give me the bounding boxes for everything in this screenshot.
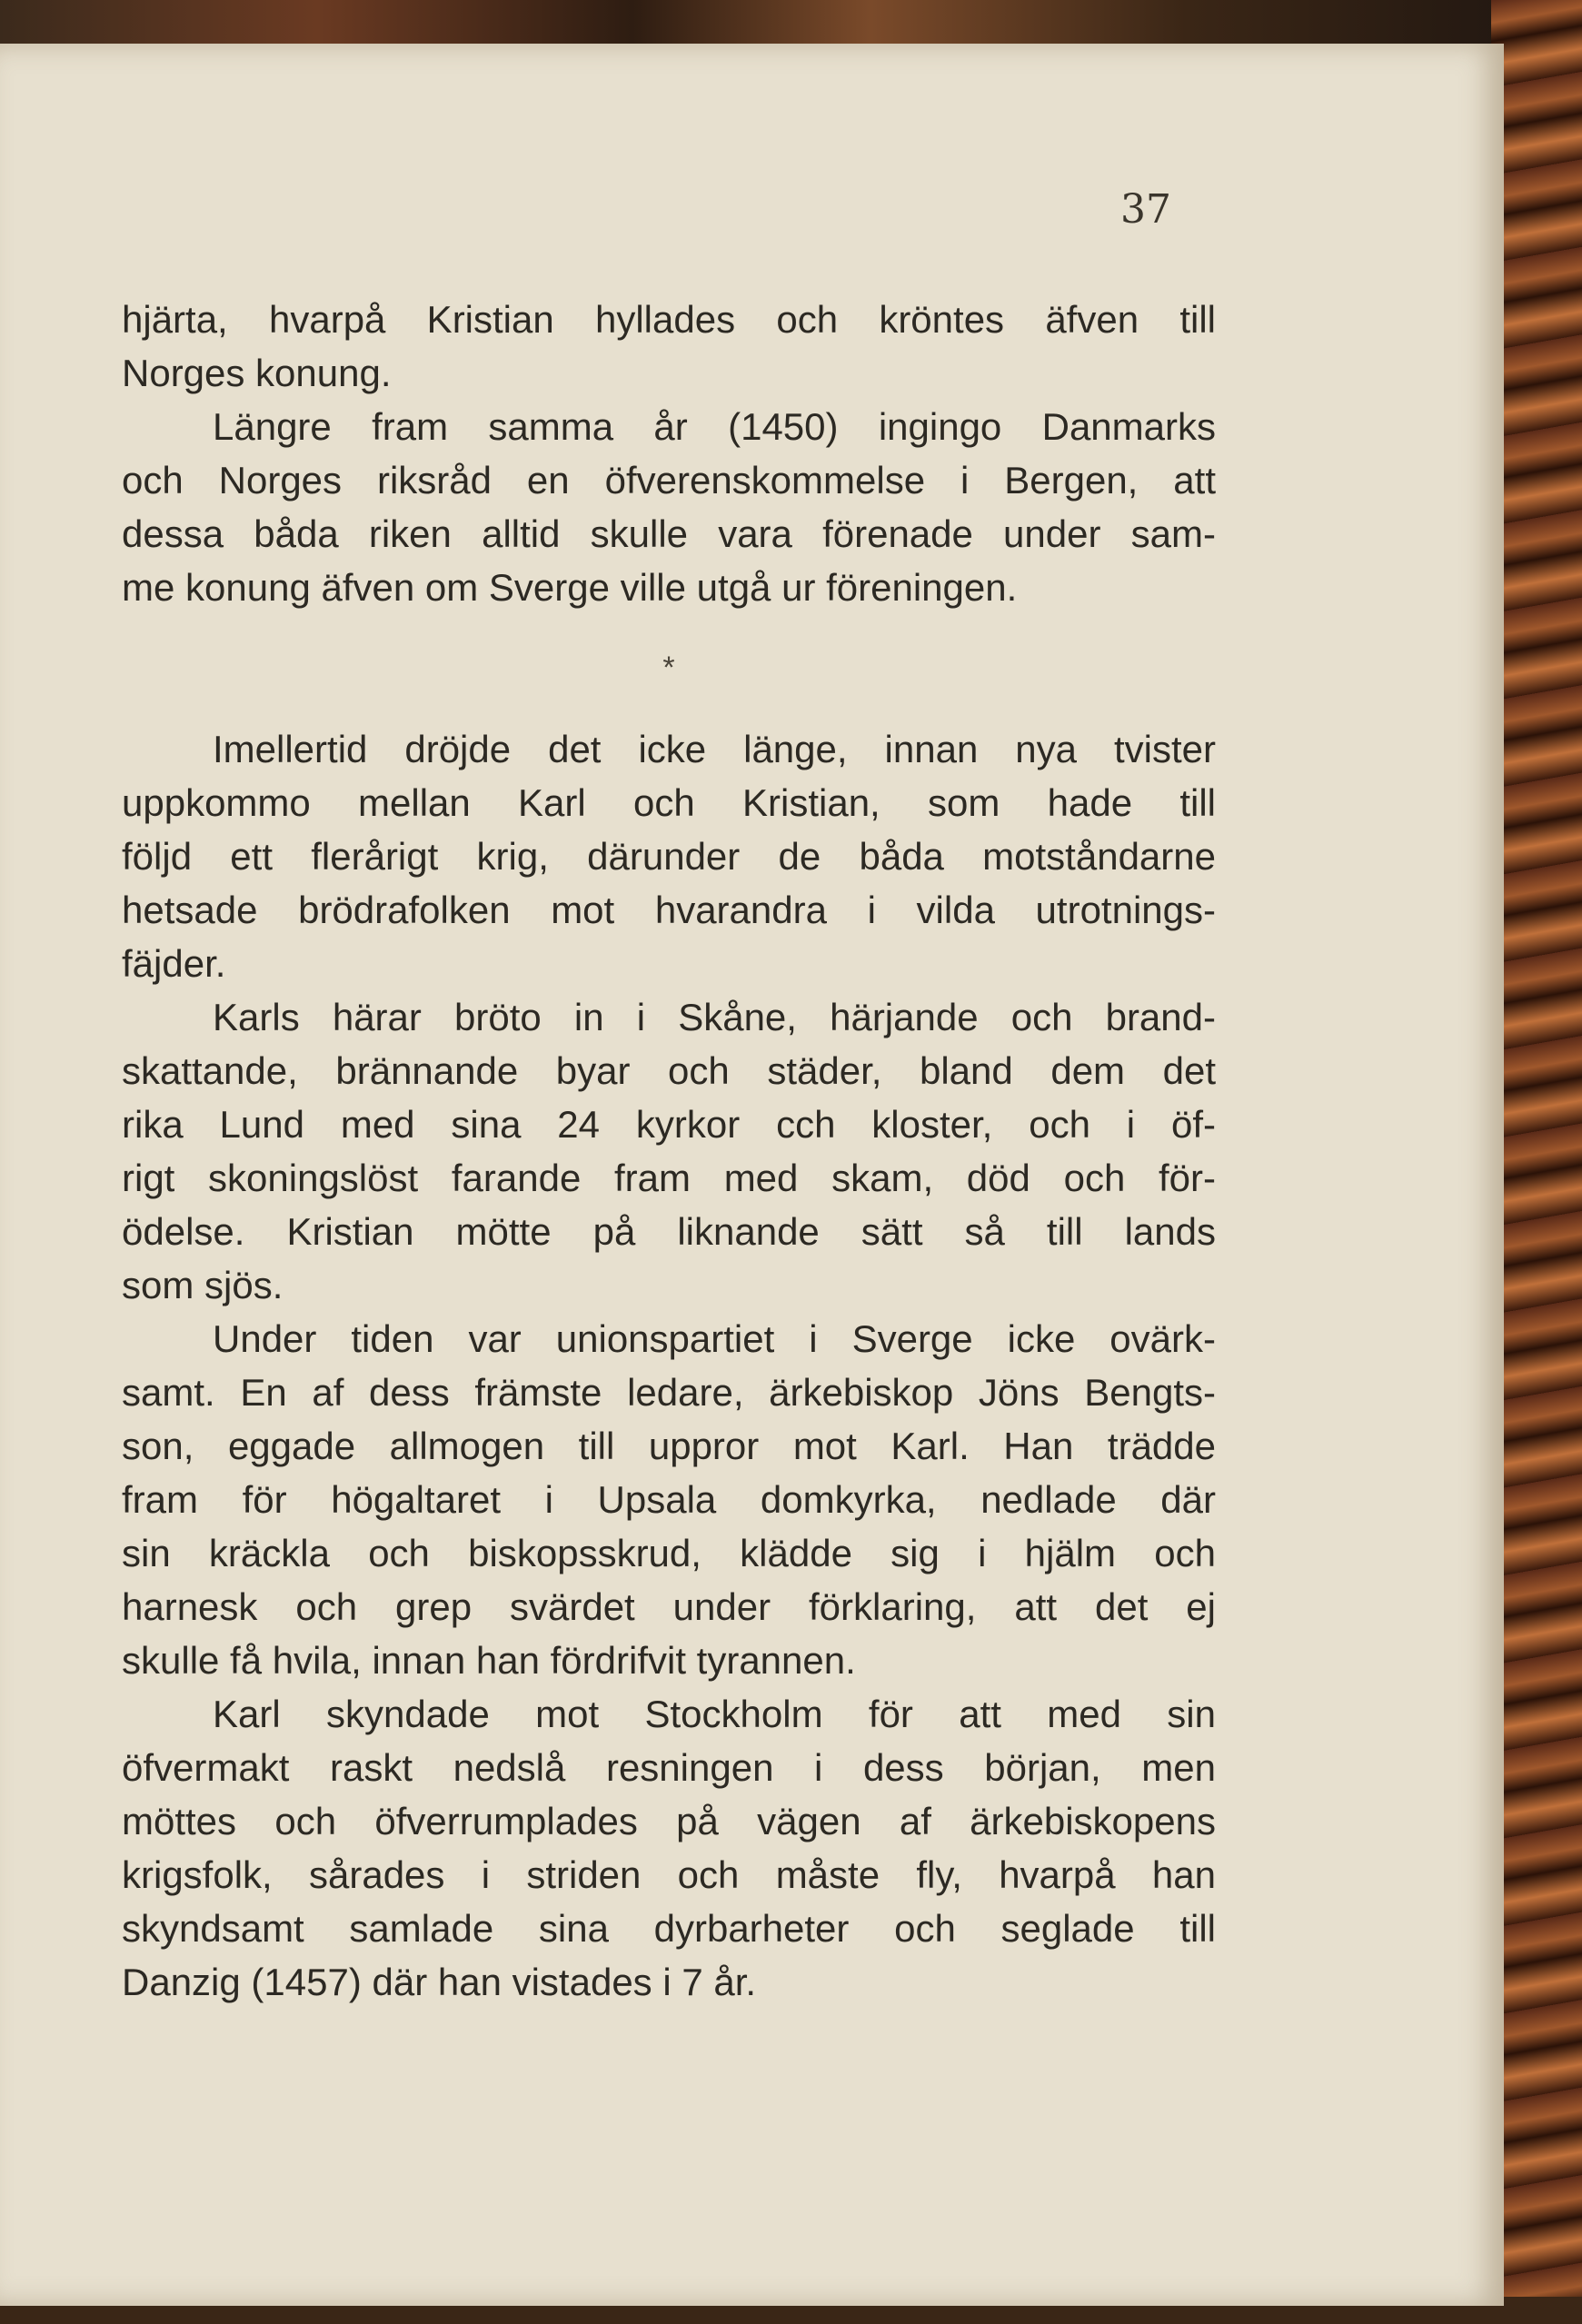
- text-line: och Norges riksråd en öfverenskommelse i Bergen, att: [122, 459, 1216, 502]
- text-line: som sjös.: [122, 1264, 284, 1306]
- text-line: Norges konung.: [122, 352, 392, 394]
- text-line: Karl skyndade mot Stockholm för att med sin: [213, 1693, 1216, 1735]
- text-line: möttes och öfverrumplades på vägen af ärkebiskopens: [122, 1800, 1216, 1842]
- text-line: rika Lund med sina 24 kyrkor cch kloster, och i öf-: [122, 1103, 1216, 1146]
- page-number: 37: [1120, 186, 1171, 233]
- text-line: krigsfolk, sårades i striden och måste fly, hvarpå han: [122, 1853, 1216, 1896]
- text-line: rigt skoningslöst farande fram med skam, död och för-: [122, 1157, 1216, 1199]
- text-line: dessa båda riken alltid skulle vara förenade under sam-: [122, 512, 1216, 555]
- text-line: samt. En af dess främste ledare, ärkebiskop Jöns Bengts-: [122, 1371, 1216, 1414]
- text-line: Under tiden var unionspartiet i Sverge icke ovärk-: [213, 1317, 1216, 1360]
- text-line: sin kräckla och biskopsskrud, klädde sig i hjälm och: [122, 1532, 1216, 1574]
- text-line: skyndsamt samlade sina dyrbarheter och seglade till: [122, 1907, 1216, 1950]
- body-text: [122, 293, 1216, 2009]
- text-line: skattande, brännande byar och städer, bland dem det: [122, 1049, 1216, 1092]
- text-line: hjärta, hvarpå Kristian hyllades och kröntes äfven till: [122, 298, 1216, 341]
- section-separator: *: [662, 651, 675, 685]
- text-line: me konung äfven om Sverge ville utgå ur föreningen.: [122, 566, 1018, 609]
- text-line: öfvermakt raskt nedslå resningen i dess början, men: [122, 1746, 1216, 1789]
- book-top-edge: [0, 0, 1582, 45]
- text-line: hetsade brödrafolken mot hvarandra i vilda utrotnings-: [122, 889, 1216, 931]
- text-line: Längre fram samma år (1450) ingingo Danmarks: [213, 405, 1216, 448]
- text-line: uppkommo mellan Karl och Kristian, som hade till: [122, 781, 1216, 824]
- text-line: följd ett flerårigt krig, därunder de båda motståndarne: [122, 835, 1216, 878]
- text-line: skulle få hvila, innan han fördrifvit tyrannen.: [122, 1639, 856, 1682]
- text-line: Karls härar bröto in i Skåne, härjande och brand-: [213, 996, 1216, 1038]
- text-line: ödelse. Kristian mötte på liknande sätt så till lands: [122, 1210, 1216, 1253]
- text-line: Imellertid dröjde det icke länge, innan nya tvister: [213, 728, 1216, 770]
- text-line: fäjder.: [122, 942, 226, 985]
- text-line: son, eggade allmogen till uppror mot Karl. Han trädde: [122, 1425, 1216, 1467]
- text-line: Danzig (1457) där han vistades i 7 år.: [122, 1961, 757, 2003]
- text-line: fram för högaltaret i Upsala domkyrka, nedlade där: [122, 1478, 1216, 1521]
- text-line: harnesk och grep svärdet under förklaring, att det ej: [122, 1585, 1216, 1628]
- book-cover-edge: [1491, 0, 1582, 2324]
